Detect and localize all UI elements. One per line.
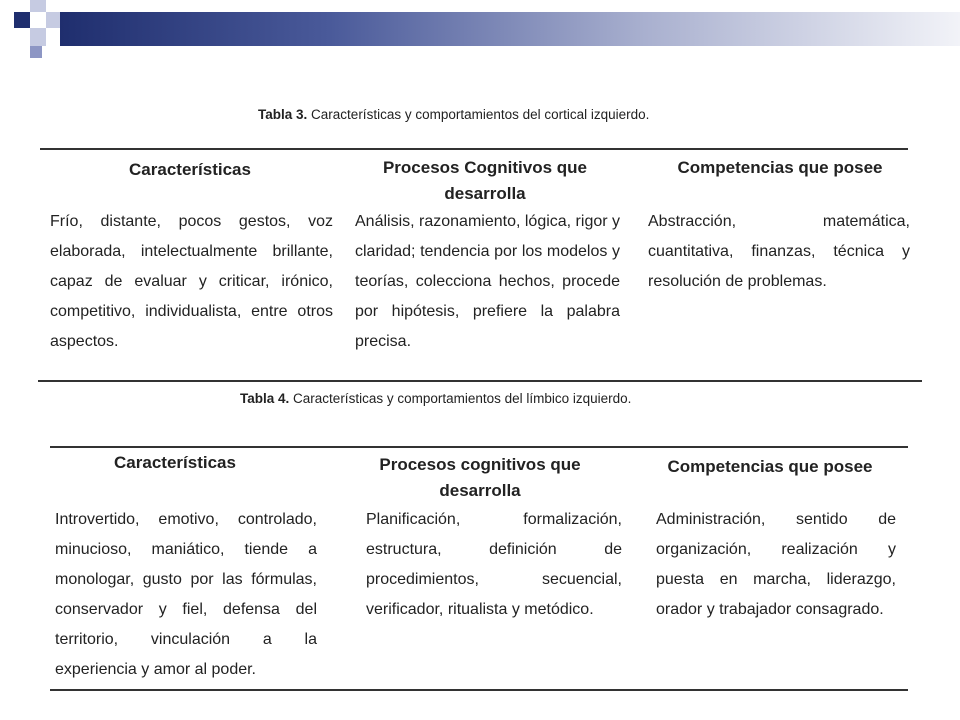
- header-square-light: [30, 28, 46, 46]
- table3-top-rule: [40, 148, 908, 150]
- table4-bottom-rule: [50, 689, 908, 691]
- table4-cell-competencias: Administración, sentido de organización, realización y puesta en marcha, liderazgo, orador y trabajador consagrado.: [656, 511, 896, 618]
- table4-header-procesos: Procesos cognitivos que desarrolla: [379, 455, 581, 500]
- table3-caption-text: Características y comportamientos del cortical izquierdo.: [311, 107, 650, 122]
- header-square-dark: [14, 12, 30, 28]
- table4-caption: [240, 391, 631, 406]
- header-square-light: [46, 12, 60, 28]
- table3-cell-competencias: Abstracción, matemática, cuantitativa, finanzas, técnica y resolución de problemas.: [648, 213, 910, 290]
- slide-header-bar: [60, 12, 960, 46]
- table4-header-caracteristicas: Características: [114, 453, 236, 472]
- table3-header-competencias: Competencias que posee: [677, 158, 883, 177]
- table4-header-competencias: Competencias que posee: [667, 457, 873, 476]
- header-square-light: [30, 0, 46, 12]
- table3-header-caracteristicas: Características: [129, 160, 251, 179]
- table3-caption: [258, 107, 649, 122]
- table4-cell-procesos: Planificación, formalización, estructura, definición de procedimientos, secuencial, verificador, ritualista y metódico.: [366, 511, 622, 618]
- header-square-mid: [30, 46, 42, 58]
- table4-caption-text: Características y comportamientos del límbico izquierdo.: [293, 391, 632, 406]
- table4-cell-caracteristicas: Introvertido, emotivo, controlado, minucioso, maniático, tiende a monologar, gusto por las fórmulas, conservador y fiel, defensa del territorio, vinculación a la experiencia y amor al poder.: [55, 511, 317, 678]
- table4-top-rule: [50, 446, 908, 448]
- table3-cell-caracteristicas: Frío, distante, pocos gestos, voz elaborada, intelectualmente brillante, capaz de evaluar y criticar, irónico, competitivo, individualista, entre otros aspectos.: [50, 213, 333, 350]
- table3-cell-procesos: Análisis, razonamiento, lógica, rigor y claridad; tendencia por los modelos y teorías, colecciona hechos, procede por hipótesis, prefiere la palabra precisa.: [355, 213, 621, 350]
- table3-header-procesos: Procesos Cognitivos que desarrolla: [382, 158, 588, 203]
- table3-bottom-rule: [38, 380, 922, 382]
- table3-caption-label: Tabla 3.: [258, 107, 308, 122]
- table4-caption-label: Tabla 4.: [240, 391, 290, 406]
